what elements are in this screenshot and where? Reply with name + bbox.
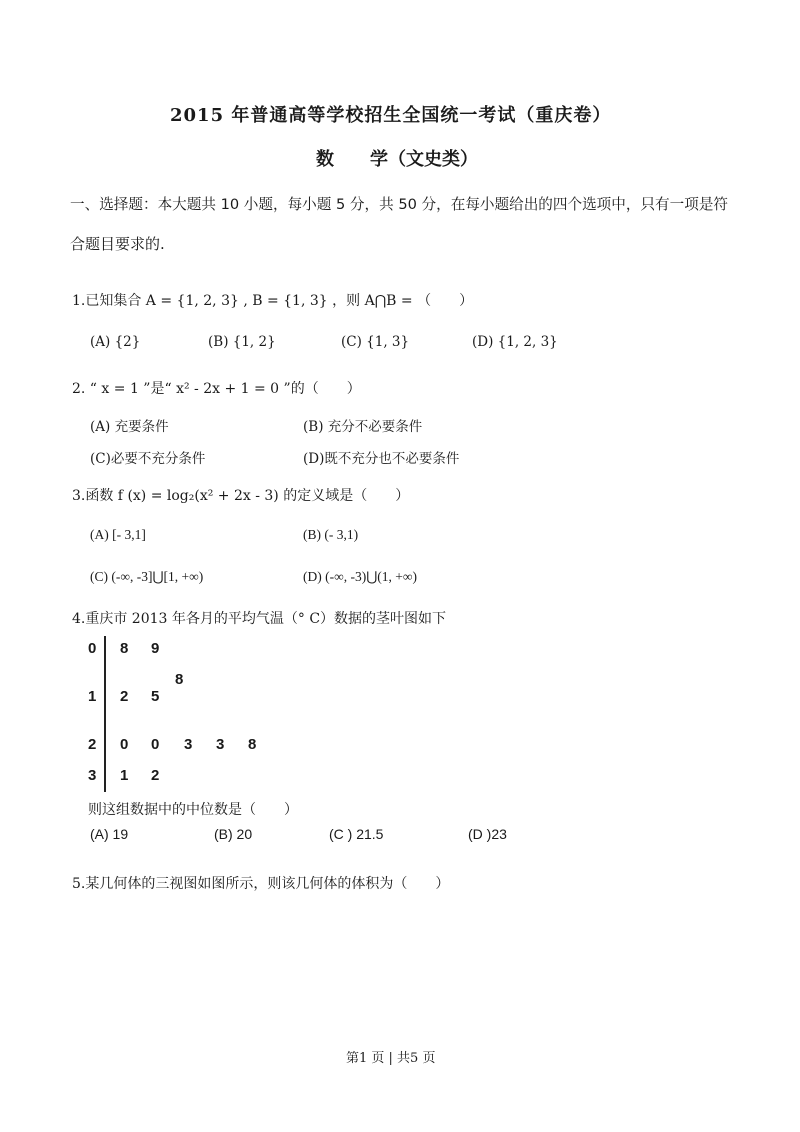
stem-leaf-divider	[104, 636, 106, 792]
leaf: 5	[151, 688, 160, 705]
question-2-option-b: (B) 充分不必要条件	[303, 419, 423, 435]
question-4-option-b: (B) 20	[214, 826, 253, 842]
question-1-option-c: (C) {1, 3}	[341, 334, 410, 350]
section-instruction-line1: 一、选择题：本大题共 10 小题，每小题 5 分，共 50 分，在每小题给出的四个选项中，只有一项是符	[70, 196, 729, 213]
question-1-option-b: (B) {1, 2}	[208, 334, 276, 350]
subject-label-a: 数	[316, 149, 334, 170]
question-4-stem: 4.重庆市 2013 年各月的平均气温（° C）数据的茎叶图如下	[72, 611, 447, 627]
leaf: 0	[151, 736, 160, 753]
question-3-option-c: (C) (-∞, -3]⋃[1, +∞)	[90, 569, 204, 584]
question-4-option-a: (A) 19	[90, 826, 129, 842]
stem-0: 0	[88, 640, 97, 657]
exam-title: 2015 年普通高等学校招生全国统一考试（重庆卷）	[170, 105, 612, 126]
question-2-option-d: (D)既不充分也不必要条件	[303, 451, 460, 467]
page-footer: 第1 页 | 共5 页	[346, 1051, 436, 1066]
leaf: 2	[151, 767, 160, 784]
leaf: 0	[120, 736, 129, 753]
leaf: 3	[216, 736, 225, 753]
question-3-option-d: (D) (-∞, -3)⋃(1, +∞)	[303, 569, 418, 584]
question-4-option-c: (C ) 21.5	[329, 826, 384, 842]
question-1-option-a: (A) {2}	[90, 334, 141, 350]
stem-1: 1	[88, 688, 97, 705]
leaf: 1	[120, 767, 129, 784]
question-1-option-d: (D) {1, 2, 3}	[472, 334, 558, 350]
leaf: 8	[175, 671, 184, 688]
stem-3: 3	[88, 767, 97, 784]
question-2-option-a: (A) 充要条件	[90, 419, 169, 435]
leaf: 8	[248, 736, 257, 753]
question-4-question: 则这组数据中的中位数是（ ）	[88, 802, 298, 818]
question-4-option-d: (D )23	[468, 826, 507, 842]
question-2-option-c: (C)必要不充分条件	[90, 451, 206, 467]
subject-label-b: 学（文史类）	[370, 149, 478, 170]
stem-2: 2	[88, 736, 97, 753]
section-instruction-line2: 合题目要求的.	[70, 235, 165, 253]
leaf: 8	[120, 640, 129, 657]
question-3-option-a: (A) [- 3,1]	[90, 527, 146, 542]
question-5-stem: 5.某几何体的三视图如图所示，则该几何体的体积为（ ）	[72, 876, 450, 892]
leaf: 3	[184, 736, 193, 753]
question-3-stem: 3.函数 f (x) = log₂(x² + 2x - 3) 的定义域是（ ）	[72, 488, 410, 504]
question-1-stem: 1.已知集合 A = {1, 2, 3} , B = {1, 3} ，则 A⋂B = （ ）	[72, 293, 474, 309]
question-3-option-b: (B) (- 3,1)	[303, 527, 359, 542]
question-2-stem: 2. “ x = 1 ”是“ x² - 2x + 1 = 0 ”的（ ）	[72, 381, 361, 397]
leaf: 9	[151, 640, 160, 657]
leaf: 2	[120, 688, 129, 705]
